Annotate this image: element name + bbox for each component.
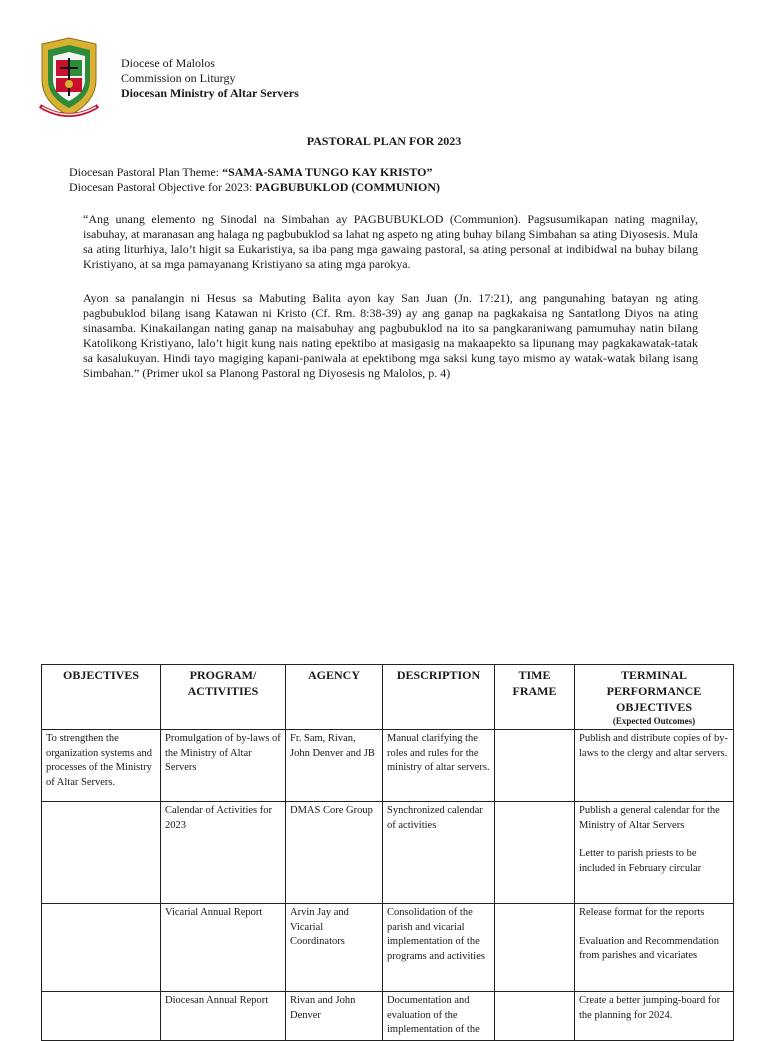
cell-program: Promulgation of by-laws of the Ministry of Altar Servers	[161, 730, 286, 802]
cell-program: Vicarial Annual Report	[161, 904, 286, 992]
cell-agency: Arvin Jay and Vicarial Coordinators	[286, 904, 383, 992]
header-time-frame: TIME FRAME	[495, 665, 575, 730]
outcome-text: Release format for the reports	[579, 907, 705, 918]
cell-objective	[42, 992, 161, 1041]
document-title: PASTORAL PLAN FOR 2023	[306, 134, 462, 148]
cell-description: Consolidation of the parish and vicarial implementation of the programs and activities	[383, 904, 495, 992]
header-program: PROGRAM/ ACTIVITIES	[161, 665, 286, 730]
table-row	[42, 802, 734, 904]
header-description: DESCRIPTION	[383, 665, 495, 730]
cell-description: Documentation and evaluation of the implementation of the	[383, 992, 495, 1041]
cell-agency: DMAS Core Group	[286, 802, 383, 904]
ministry-name: Diocesan Ministry of Altar Servers	[121, 86, 299, 100]
terminal-label: TERMINAL PERFORMANCE OBJECTIVES	[606, 668, 702, 714]
objective-line	[69, 180, 440, 195]
cell-objective: To strengthen the organization systems and processes of the Ministry of Altar Servers.	[42, 730, 161, 802]
theme-line	[69, 165, 440, 180]
cell-time-frame	[495, 992, 575, 1041]
outcome-text-2: Letter to parish priests to be included in February circular	[579, 848, 702, 874]
commission-name: Commission on Liturgy	[121, 71, 236, 85]
table-row	[42, 992, 734, 1041]
cell-outcome	[575, 802, 734, 904]
cell-agency: Rivan and John Denver	[286, 992, 383, 1041]
cell-description: Synchronized calendar of activities	[383, 802, 495, 904]
letterhead	[121, 56, 299, 101]
cell-outcome	[575, 904, 734, 992]
outcome-text: Publish a general calendar for the Ministry of Altar Servers	[579, 805, 720, 831]
outcome-text: Create a better jumping-board for the planning for 2024.	[579, 995, 721, 1021]
terminal-sublabel: (Expected Outcomes)	[612, 716, 696, 726]
cell-objective	[42, 802, 161, 904]
table-header-row	[42, 665, 734, 730]
cell-program: Calendar of Activities for 2023	[161, 802, 286, 904]
outcome-text: Publish and distribute copies of by-laws to the clergy and altar servers.	[579, 733, 729, 759]
theme-label: Diocesan Pastoral Plan Theme:	[69, 165, 223, 179]
cell-outcome	[575, 992, 734, 1041]
cell-time-frame	[495, 904, 575, 992]
table-row	[42, 730, 734, 802]
header-terminal-objectives	[575, 665, 734, 730]
diocese-name: Diocese of Malolos	[121, 56, 215, 70]
theme-block	[69, 165, 440, 195]
objective-label: Diocesan Pastoral Objective for 2023:	[69, 180, 256, 194]
cell-objective	[42, 904, 161, 992]
diocese-seal-logo	[36, 36, 102, 120]
header-objectives: OBJECTIVES	[42, 665, 161, 730]
theme-value: “SAMA-SAMA TUNGO KAY KRISTO”	[222, 165, 433, 179]
pastoral-plan-table	[41, 664, 734, 1041]
cell-program: Diocesan Annual Report	[161, 992, 286, 1041]
header-agency: AGENCY	[286, 665, 383, 730]
paragraph-1: “Ang unang elemento ng Sinodal na Simbahan ay PAGBUBUKLOD (Communion). Pagsusumikapan nating magnilay, isabuhay, at maranasan ang halaga ng pagbubuklod sa lahat ng aspeto ng ating buhay bilang Simbahan sa ating Diyosesis. Mula sa ating liturhiya, lalo’t higit sa Eukaristiya, sa iba pang mga gawaing pastoral, sa ating personal at indibidwal na buhay bilang Kristiyano, at sa mga pamayanang Kristiyano sa ating mga parokya.	[83, 212, 698, 271]
cell-time-frame	[495, 730, 575, 802]
outcome-text-2: Evaluation and Recommendation from parishes and vicariates	[579, 935, 719, 961]
cell-outcome	[575, 730, 734, 802]
paragraph-2: Ayon sa panalangin ni Hesus sa Mabuting Balita ayon kay San Juan (Jn. 17:21), ang pangunahing batayan ng ating pagbubuklod bilang isang Katawan ni Kristo (Cf. Rm. 8:38-39) ay ang ganap na pagkakaisa ng Santatlong Diyos na ating sinasamba. Kinakailangan nating ganap na maisabuhay ang pagbubuklod na ito sa pangkaraniwang pamumuhay natin bilang Katolikong Kristiyano, lalo’t higit kung nais nating epektibo at masigasig na makaapekto sa lipunang may pagkakawatak-tatak sa kasalukuyan. Hindi tayo magiging kapani-paniwala at epektibong mga saksi kung tayo mismo ay watak-watak bilang isang Simbahan.” (Primer ukol sa Planong Pastoral ng Diyosesis ng Malolos, p. 4)	[83, 291, 698, 380]
cell-description: Manual clarifying the roles and rules for the ministry of altar servers.	[383, 730, 495, 802]
cell-agency: Fr. Sam, Rivan, John Denver and JB	[286, 730, 383, 802]
cell-time-frame	[495, 802, 575, 904]
objective-value: PAGBUBUKLOD (COMMUNION)	[255, 180, 441, 194]
table-row	[42, 904, 734, 992]
